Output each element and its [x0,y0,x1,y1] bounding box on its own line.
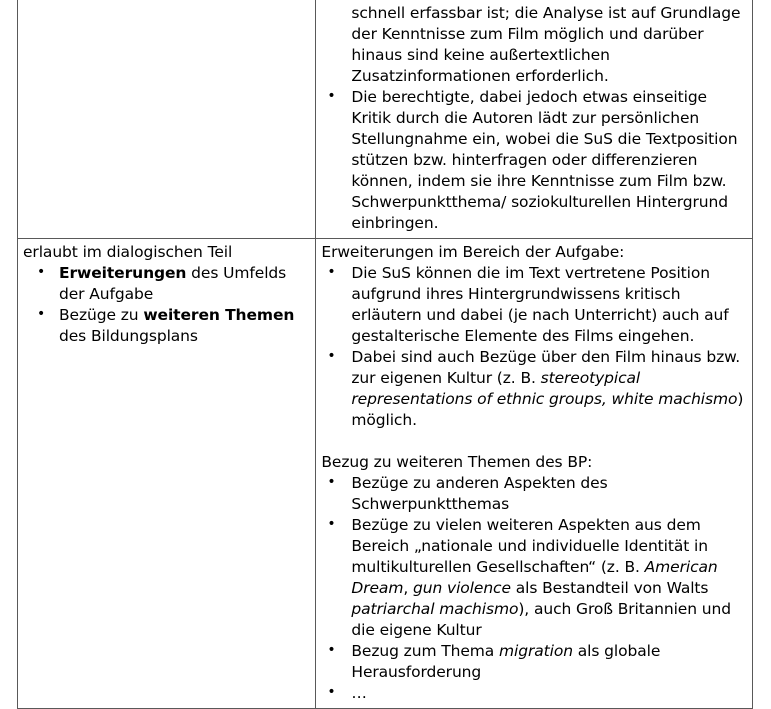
bullet-list-section-1 [321,263,747,431]
italic-term-2: gun violence [413,579,511,597]
cell-content [316,0,752,238]
bullet-list-section-2 [321,473,747,704]
italic-term-3: patriarchal machismo [351,600,519,618]
italic-term: migration [499,642,573,660]
cell-content [18,239,315,351]
table-row [18,239,753,709]
bullet-list [321,87,747,234]
item-post: ) möglich. [351,390,744,429]
list-item [321,347,747,431]
list-item: • … [321,683,747,704]
item-pre: Dabei sind auch Bezüge über den Film hinaus bzw. zur eigenen Kultur (z. B. [351,348,741,387]
table-row [18,0,753,239]
list-item [23,305,310,347]
list-item [321,515,747,641]
list-item: • Bezüge zu anderen Aspekten des Schwerpunktthemas [321,473,747,515]
list-item [23,263,310,305]
item-mid: , [403,579,413,597]
bullet-list-left [23,263,310,347]
item-pre: Bezüge zu [59,306,144,324]
continuation-paragraph: schnell erfassbar ist; die Analyse ist auf Grundlage der Kenntnisse zum Film möglich und darüber hinaus sind keine außertextlichen Zusatzinformationen erforderlich. [351,4,741,85]
paragraph-spacer [321,431,747,452]
item-pre: Bezug zum Thema [351,642,500,660]
table-cell-right-row1 [316,0,753,239]
italic-term: American Dream [351,558,718,597]
list-item: • Die berechtigte, dabei jedoch etwas einseitige Kritik durch die Autoren lädt zur persönlichen Stellungnahme ein, wobei die SuS die Textposition stützen bzw. hinterfragen oder differenzieren können, indem sie ihre Kenntnisse zum Film bzw. Schwerpunktthema/ soziokulturellen Hintergrund einbringen. [321,87,747,234]
item-rest: des Bildungsplans [59,327,198,345]
item-mid-2: als Bestandteil von Walts [510,579,709,597]
cell-content-empty [18,0,315,7]
table-cell-left-row2 [18,239,316,709]
table-cell-left-row1 [18,0,316,239]
item-pre: Bezüge zu vielen weiteren Aspekten aus dem Bereich „nationale und individuelle Identität in multikulturellen Gesellschaften“ (z. B. [351,516,708,576]
item-post: ), auch Groß Britannien und die eigene Kultur [351,600,731,639]
cell-content [316,239,752,708]
left-intro-text: erlaubt im dialogischen Teil [23,243,233,261]
item-rest: des Umfelds der Aufgabe [59,264,287,303]
section-heading-1: Erweiterungen im Bereich der Aufgabe: [321,243,625,261]
bold-mid: weiteren Themen [143,306,295,324]
bold-lead: Erweiterungen [59,264,187,282]
section-heading-2: Bezug zu weiteren Themen des BP: [321,453,593,471]
italic-term: stereotypical representations of ethnic groups, white machismo [351,369,738,408]
list-item: • Die SuS können die im Text vertretene Position aufgrund ihres Hintergrundwissens kritisch erläutern und dabei (je nach Unterricht) auch auf gestalterische Elemente des Films eingehen. [321,263,747,347]
table-cell-right-row2 [316,239,753,709]
item-post: als globale Herausforderung [351,642,661,681]
content-table [17,0,753,709]
